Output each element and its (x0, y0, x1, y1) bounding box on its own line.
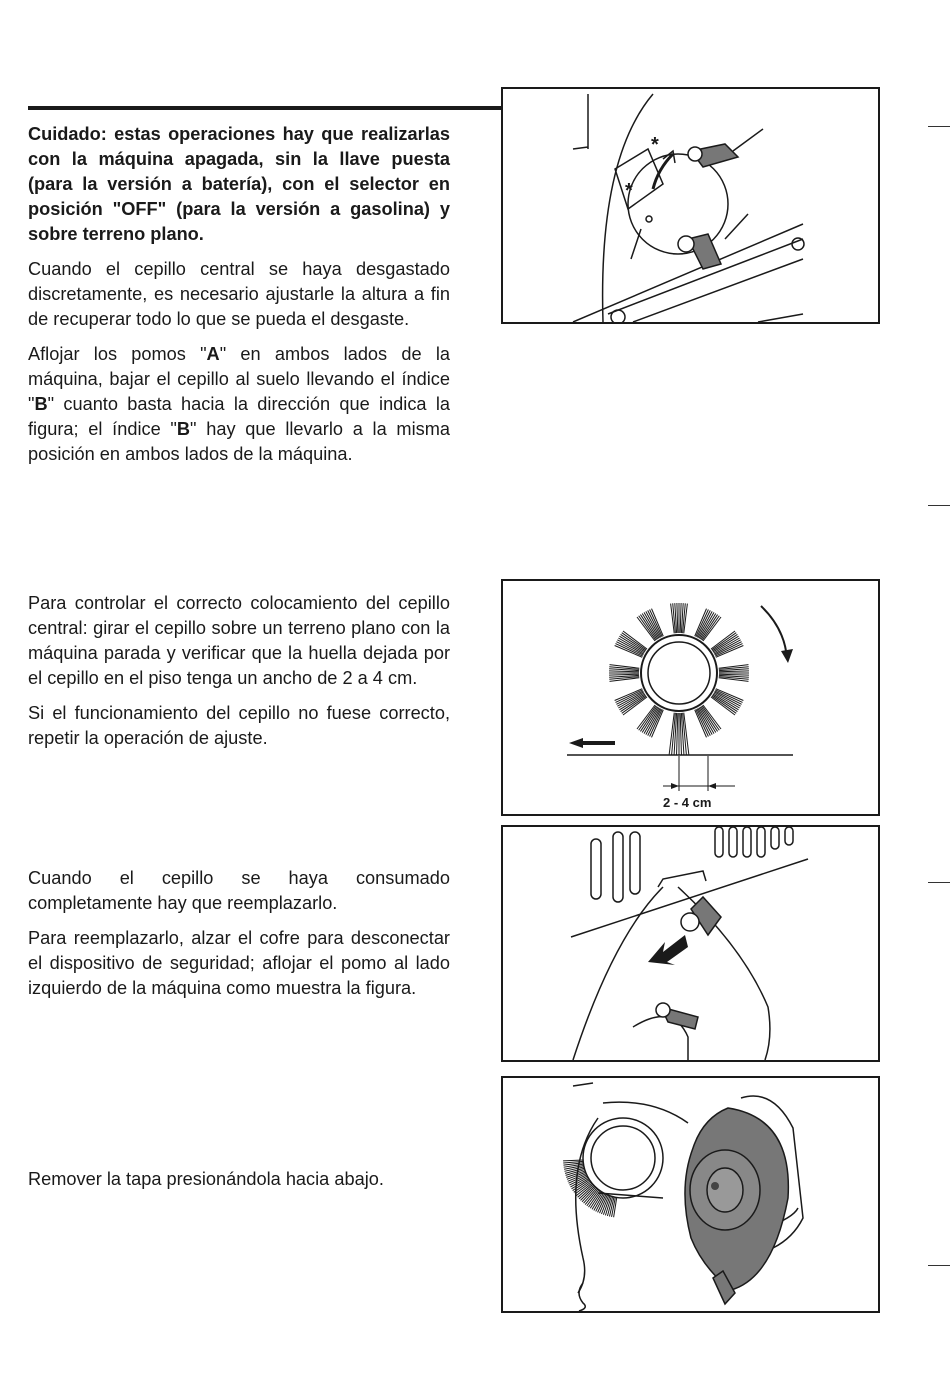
section-1-text (28, 122, 450, 477)
figure-left-knob (501, 825, 880, 1062)
footprint-width-label: 2 - 4 cm (663, 795, 712, 810)
adjustment-drawing (503, 89, 878, 322)
label-a: A (206, 344, 220, 364)
margin-tick (928, 505, 950, 506)
paragraph: Para controlar el correcto colocamiento del cepillo central: girar el cepillo sobre un terreno plano con la máquina parada y verificar que la huella dejada por el cepillo en el piso tenga un ancho de 2 a 4 cm. (28, 593, 450, 688)
figure-height-adjustment (501, 87, 880, 324)
brush-drawing (503, 581, 878, 814)
text-run: " cuanto basta hacia la dirección que indica la figura; el índice " (28, 394, 450, 439)
label-b: B (176, 419, 191, 439)
text-run: " hay que llevarlo a la misma posición en ambos lados de la máquina. (28, 419, 450, 464)
text-run: Aflojar los pomos " (28, 344, 207, 364)
margin-tick (928, 1265, 950, 1266)
paragraph: Remover la tapa presionándola hacia abajo. (28, 1169, 384, 1189)
paragraph: Para reemplazarlo, alzar el cofre para desconectar el dispositivo de seguridad; aflojar el pomo al lado izquierdo de la máquina como muestra la figura. (28, 928, 450, 998)
warning-paragraph: Cuidado: estas operaciones hay que realizarlas con la máquina apagada, sin la llave puesta (para la versión a batería), con el selector en posición "OFF" (para la versión a gasolina) y sobre terreno plano. (28, 124, 450, 244)
knob-drawing (503, 827, 878, 1060)
cover-drawing (503, 1078, 878, 1311)
figure-remove-cover (501, 1076, 880, 1313)
section-2-text (28, 591, 450, 761)
margin-tick (928, 126, 950, 127)
paragraph (28, 342, 450, 467)
section-4-text (28, 1167, 450, 1202)
margin-tick (928, 882, 950, 883)
paragraph: Si el funcionamiento del cepillo no fuese correcto, repetir la operación de ajuste. (28, 703, 450, 748)
svg-text:*: * (651, 134, 659, 156)
section-3-text (28, 866, 450, 1011)
paragraph: Cuando el cepillo central se haya desgastado discretamente, es necesario ajustarle la altura a fin de recuperar todo lo que se pueda el desgaste. (28, 259, 450, 329)
paragraph: Cuando el cepillo se haya consumado completamente hay que reemplazarlo. (28, 868, 450, 913)
text-run: " en ambos lados de la máquina, bajar el cepillo al suelo llevando el índice " (28, 344, 450, 414)
svg-text:*: * (625, 180, 633, 202)
label-b: B (34, 394, 48, 414)
figure-brush-footprint (501, 579, 880, 816)
